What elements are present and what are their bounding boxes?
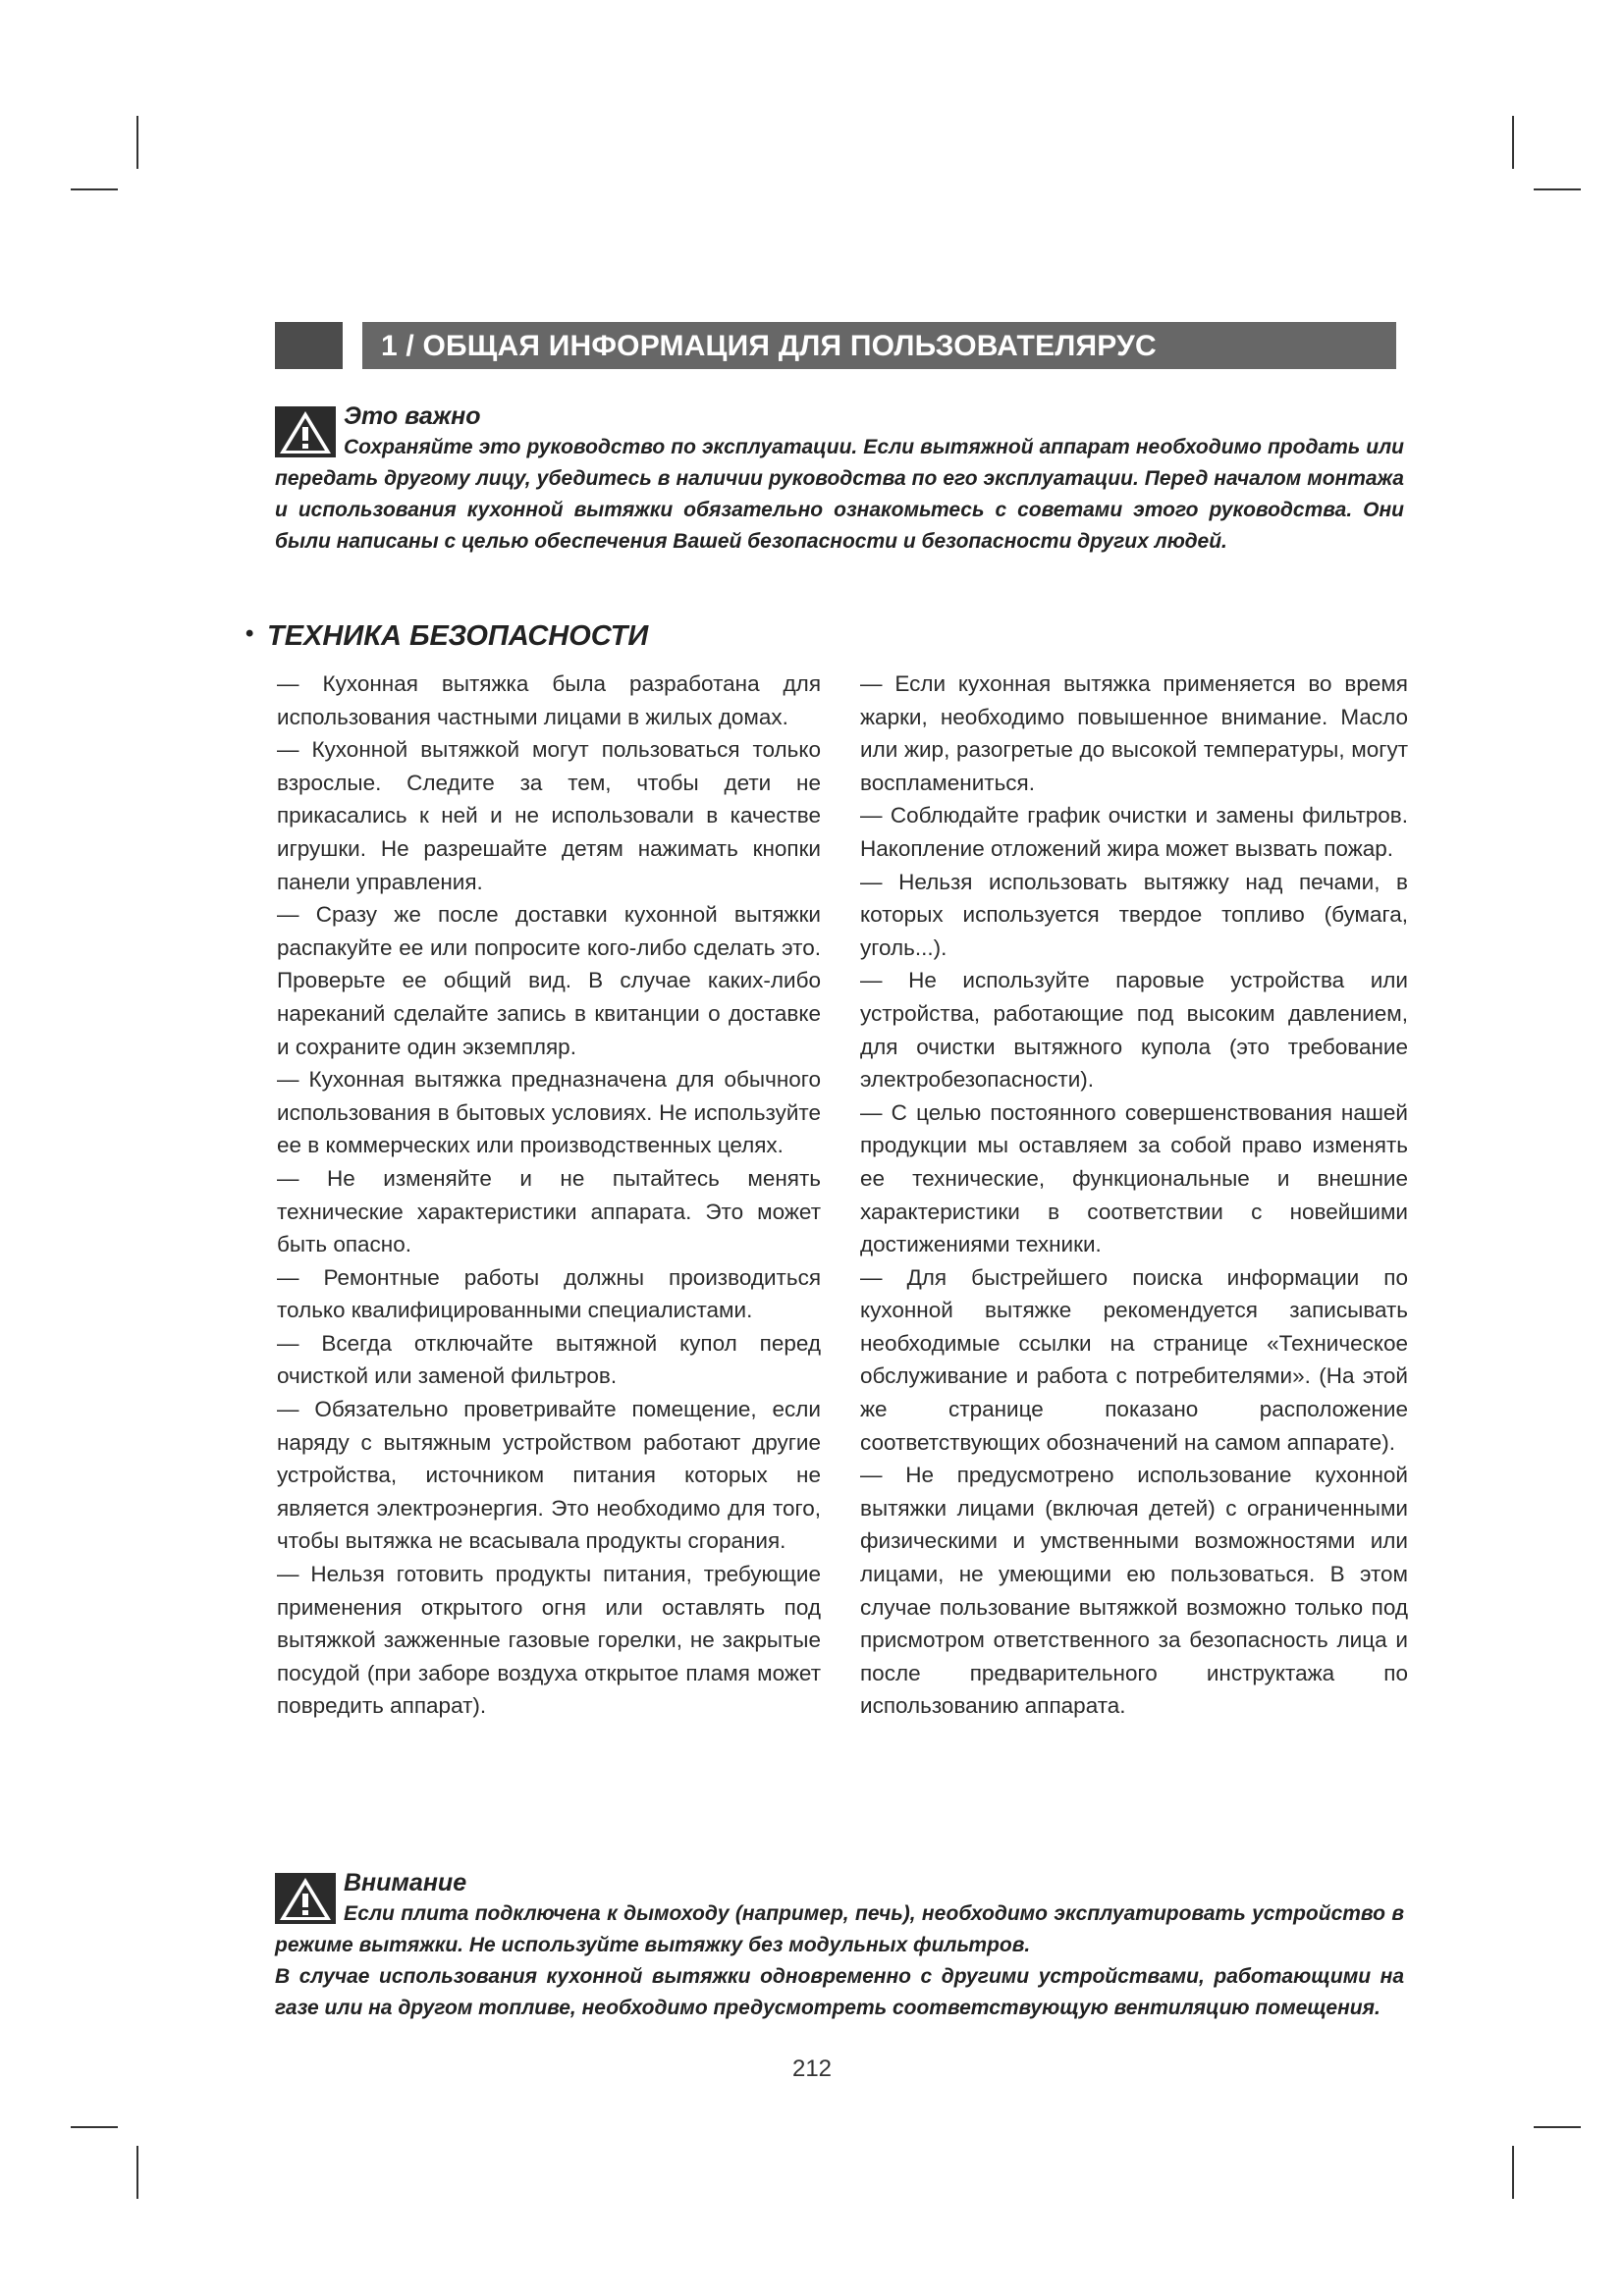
safety-heading-text: ТЕХНИКА БЕЗОПАСНОСТИ bbox=[267, 620, 649, 652]
safety-paragraph: — Для быстрейшего поиска информации по кухонной вытяжке рекомендуется записывать необходимые ссылки на странице «Техническое обслуживание и работа с потребителями». (На этой же странице показано расположение соответствующих обозначений на самом аппарате). bbox=[860, 1264, 1408, 1455]
safety-paragraph: — Соблюдайте график очистки и замены фильтров. Накопление отложений жира может вызвать пожар. bbox=[860, 803, 1408, 861]
crop-mark bbox=[71, 188, 118, 190]
page-number: 212 bbox=[791, 2056, 833, 2082]
crop-mark bbox=[136, 2146, 138, 2199]
safety-paragraph: — Обязательно проветривайте помещение, если наряду с вытяжным устройством работают другие устройства, источником питания которых не является электроэнергия. Это необходимо для того, чтобы вытяжка не всасывала продукты сгорания. bbox=[277, 1397, 821, 1554]
attention-title: Внимание bbox=[344, 1869, 467, 1896]
important-title: Это важно bbox=[344, 402, 481, 430]
safety-paragraph: — С целью постоянного совершенствования нашей продукции мы оставляем за собой право изменять ее технические, функциональные и внешние характеристики в соответствии с новейшими достижениями техники. bbox=[860, 1099, 1408, 1257]
safety-paragraph: — Не предусмотрено использование кухонной вытяжки лицами (включая детей) с ограниченными физическими и умственными возможностями или лицами, не умеющими ею пользоваться. В этом случае пользование вытяжкой возможно только под присмотром ответственного за безопасность лица и после предварительного инструктажа по использованию аппарата. bbox=[860, 1463, 1408, 1719]
safety-paragraph: — Если кухонная вытяжка применяется во время жарки, необходимо повышенное внимание. Масло или жир, разогретые до высокой температуры, могут воспламениться. bbox=[860, 671, 1408, 795]
safety-column-right bbox=[860, 667, 1408, 1723]
safety-paragraph: — Сразу же после доставки кухонной вытяжки распакуйте ее или попросите кого-либо сделать это. Проверьте ее общий вид. В случае каких-либо нареканий сделайте запись в квитанции о доставке и сохраните один экземпляр. bbox=[277, 902, 821, 1059]
safety-heading bbox=[245, 620, 648, 653]
crop-mark bbox=[1512, 2146, 1514, 2199]
crop-mark bbox=[1512, 116, 1514, 169]
crop-mark bbox=[136, 116, 138, 169]
bullet-icon: • bbox=[245, 620, 254, 647]
section-header-title: 1 / ОБЩАЯ ИНФОРМАЦИЯ ДЛЯ ПОЛЬЗОВАТЕЛЯРУС bbox=[381, 330, 1157, 362]
attention-text: В случае использования кухонной вытяжки одновременно с другими устройствами, работающими на газе или на другом топливе, необходимо предусмотреть соответствующую вентиляцию помещения. bbox=[275, 1965, 1404, 2019]
crop-mark bbox=[71, 2126, 118, 2128]
section-header-block bbox=[275, 322, 343, 369]
safety-paragraph: — Не изменяйте и не пытайтесь менять технические характеристики аппарата. Это может быть опасно. bbox=[277, 1165, 821, 1257]
safety-paragraph: — Кухонная вытяжка была разработана для использования частными лицами в жилых домах. bbox=[277, 671, 821, 729]
important-notice bbox=[275, 402, 1404, 599]
safety-paragraph: — Нельзя готовить продукты питания, требующие применения открытого огня или оставлять под вытяжкой зажженные газовые горелки, не закрытые посудой (при заборе воздуха открытое пламя может повредить аппарат). bbox=[277, 1562, 821, 1719]
safety-paragraph: — Всегда отключайте вытяжной купол перед очисткой или заменой фильтров. bbox=[277, 1330, 821, 1389]
safety-paragraph: — Не используйте паровые устройства или устройства, работающие под высоким давлением, для очистки вытяжного купола (это требование электробезопасности). bbox=[860, 968, 1408, 1093]
safety-paragraph: — Нельзя использовать вытяжку над печами, в которых используется твердое топливо (бумага, уголь...). bbox=[860, 869, 1408, 960]
safety-paragraph: — Ремонтные работы должны производиться только квалифицированными специалистами. bbox=[277, 1264, 821, 1323]
safety-paragraph: — Кухонной вытяжкой могут пользоваться только взрослые. Следите за тем, чтобы дети не прикасались к ней и не использовали в качестве игрушки. Не разрешайте детям нажимать кнопки панели управления. bbox=[277, 737, 821, 894]
important-text: Сохраняйте это руководство по эксплуатации. Если вытяжной аппарат необходимо продать или передать другому лицу, убедитесь в наличии руководства по его эксплуатации. Перед началом монтажа и использования кухонной вытяжки обязательно ознакомьтесь с советами этого руководства. Они были написаны с целью обеспечения Вашей безопасности и безопасности других людей. bbox=[275, 436, 1404, 553]
safety-paragraph: — Кухонная вытяжка предназначена для обычного использования в бытовых условиях. Не используйте ее в коммерческих или производственных целях. bbox=[277, 1067, 821, 1158]
crop-mark bbox=[1534, 2126, 1581, 2128]
attention-text: Если плита подключена к дымоходу (например, печь), необходимо эксплуатировать устройство в режиме вытяжки. Не используйте вытяжку без модульных фильтров. bbox=[275, 1902, 1404, 1956]
safety-column-left bbox=[277, 667, 821, 1723]
crop-mark bbox=[1534, 188, 1581, 190]
attention-notice bbox=[275, 1869, 1404, 2026]
